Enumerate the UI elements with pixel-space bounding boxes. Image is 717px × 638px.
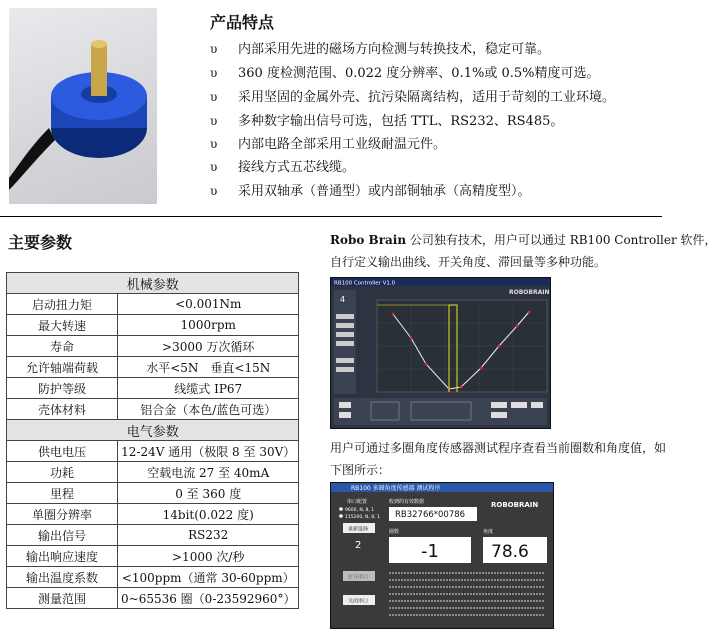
param-value: 1000rpm: [118, 315, 299, 336]
feature-text: 内部采用先进的磁场方向检测与转换技术，稳定可靠。: [238, 42, 551, 57]
param-value: <100ppm（通常 30-60ppm）: [118, 567, 299, 588]
robobrain-logo: ROBOBRAIN: [491, 501, 539, 509]
bullet-icon: υ: [210, 184, 218, 198]
param-value: <0.001Nm: [118, 294, 299, 315]
param-name: 允许轴端荷载: [7, 357, 118, 378]
robobrain-logo: ROBOBRAIN: [509, 289, 550, 296]
controller-screenshot: [330, 277, 551, 429]
param-value: >3000 万次循环: [118, 336, 299, 357]
table-row: [7, 441, 299, 462]
bullet-icon: υ: [210, 90, 218, 104]
radio-115200[interactable]: [339, 514, 343, 518]
param-name: 壳体材料: [7, 399, 118, 420]
table-row: [7, 336, 299, 357]
param-name: 输出响应速度: [7, 546, 118, 567]
table-row: [7, 525, 299, 546]
shaft-tip-image: [91, 40, 107, 48]
section-header-cell: 电气参数: [7, 420, 299, 441]
param-name: 启动扭力矩: [7, 294, 118, 315]
feature-text: 内部电路全部采用工业级耐温元件。: [238, 137, 447, 152]
bullet-icon: υ: [210, 137, 218, 151]
table-row: [7, 567, 299, 588]
bottom-button-6[interactable]: [491, 412, 507, 418]
product-photo: [9, 8, 157, 204]
panel-button-6[interactable]: [336, 367, 354, 372]
value-readout: 4: [340, 295, 346, 304]
param-name: 输出信号: [7, 525, 118, 546]
turns-value: -1: [421, 541, 439, 562]
feature-item: [210, 133, 446, 152]
spec-table: [6, 272, 299, 609]
radio-115200-label: 115200, N, 8, 1: [345, 515, 380, 520]
brand-name: Robo Brain: [330, 233, 407, 247]
port-config-label: 串口配置: [347, 499, 368, 505]
panel-button-4[interactable]: [336, 341, 354, 346]
window-title: RB100 Controller V1.0: [334, 280, 396, 287]
bottom-button-4[interactable]: [511, 402, 527, 408]
test-program-screenshot: [330, 482, 554, 629]
panel-button-3[interactable]: [336, 332, 354, 337]
param-value: 14bit(0.022 度): [118, 504, 299, 525]
table-row: [7, 462, 299, 483]
feature-text: 采用双轴承（普通型）或内部铜轴承（高精度型）。: [238, 184, 531, 199]
param-value: 空载电流 27 至 40mA: [118, 462, 299, 483]
intro-line-1-text: 公司独有技术，用户可以通过 RB100 Controller 软件，: [406, 233, 717, 247]
bullet-icon: υ: [210, 66, 218, 80]
info-text-lines: [389, 573, 545, 615]
features-title: 产品特点: [210, 13, 275, 32]
param-name: 测量范围: [7, 588, 118, 609]
angle-value: 78.6: [491, 542, 529, 562]
feature-item: [210, 86, 615, 105]
table-row: [7, 357, 299, 378]
param-name: 输出温度系数: [7, 567, 118, 588]
angle-label: 角度: [483, 529, 494, 535]
param-name: 供电电压: [7, 441, 118, 462]
param-value: 铝合金（本色/蓝色可选）: [118, 399, 299, 420]
radio-9600-label: 9600, N, 8, 1: [345, 508, 375, 513]
feature-item: [210, 38, 550, 57]
model-value: RB32766*00786: [395, 510, 466, 520]
table-row: [7, 378, 299, 399]
bottom-button-3[interactable]: [491, 402, 507, 408]
intro-line-4: 下图所示：: [330, 463, 391, 477]
section-header-cell: 机械参数: [7, 273, 299, 294]
feature-item: [210, 180, 531, 199]
close-port-label: 关闭串口: [348, 598, 369, 605]
panel-button-2[interactable]: [336, 323, 354, 328]
table-row: [7, 546, 299, 567]
intro-line-2: 自行定义输出曲线、开关角度、滞回量等多种功能。: [330, 255, 607, 269]
reselect-button-label: 重新选择: [348, 526, 369, 533]
bullet-icon: υ: [210, 160, 218, 174]
param-name: 防护等级: [7, 378, 118, 399]
model-label: 收到的有效数据: [389, 499, 425, 505]
elec-section-header: [7, 420, 299, 441]
param-name: 单圈分辨率: [7, 504, 118, 525]
panel-button-1[interactable]: [336, 314, 354, 319]
feature-item: [210, 156, 355, 175]
port-number: 2: [355, 540, 362, 551]
feature-text: 360 度检测范围、0.022 度分辨率、0.1%或 0.5%精度可选。: [238, 66, 600, 81]
bullet-icon: υ: [210, 42, 218, 56]
cable-image: [9, 128, 55, 190]
param-name: 里程: [7, 483, 118, 504]
table-row: [7, 483, 299, 504]
open-port-label: 打开串口: [348, 574, 369, 581]
mech-section-header: [7, 273, 299, 294]
intro-line-3: 用户可通过多圈角度传感器测试程序查看当前圈数和角度值，如: [330, 441, 667, 455]
table-row: [7, 315, 299, 336]
param-value: 12-24V 通用（极限 8 至 30V）: [118, 441, 299, 462]
table-row: [7, 588, 299, 609]
shaft-image: [91, 44, 107, 96]
param-value: 水平<5N 垂直<15N: [118, 357, 299, 378]
feature-text: 多种数字输出信号可选，包括 TTL、RS232、RS485。: [238, 114, 564, 129]
feature-text: 采用坚固的金属外壳、抗污染隔离结构，适用于苛刻的工业环境。: [238, 90, 616, 105]
param-value: 0~65536 圈（0-23592960°）: [118, 588, 299, 609]
table-row: [7, 504, 299, 525]
feature-item: [210, 62, 599, 81]
window-title: RB100 多圈角度传感器 测试程序: [351, 485, 441, 492]
feature-item: [210, 110, 563, 129]
radio-9600[interactable]: [339, 507, 343, 511]
bullet-icon: υ: [210, 114, 218, 128]
table-row: [7, 399, 299, 420]
param-name: 寿命: [7, 336, 118, 357]
turns-label: 圈数: [389, 529, 400, 535]
params-title: 主要参数: [8, 233, 73, 252]
bottom-button-5[interactable]: [531, 402, 543, 408]
param-name: 功耗: [7, 462, 118, 483]
param-value: >1000 次/秒: [118, 546, 299, 567]
panel-button-5[interactable]: [336, 358, 354, 363]
table-row: [7, 294, 299, 315]
param-value: RS232: [118, 525, 299, 546]
param-value: 0 至 360 度: [118, 483, 299, 504]
intro-line-1: [330, 229, 717, 251]
bottom-button-1[interactable]: [339, 402, 351, 408]
divider: [0, 216, 662, 217]
param-name: 最大转速: [7, 315, 118, 336]
param-value: 线缆式 IP67: [118, 378, 299, 399]
feature-text: 接线方式五芯线缆。: [238, 160, 356, 175]
bottom-button-2[interactable]: [339, 412, 351, 418]
